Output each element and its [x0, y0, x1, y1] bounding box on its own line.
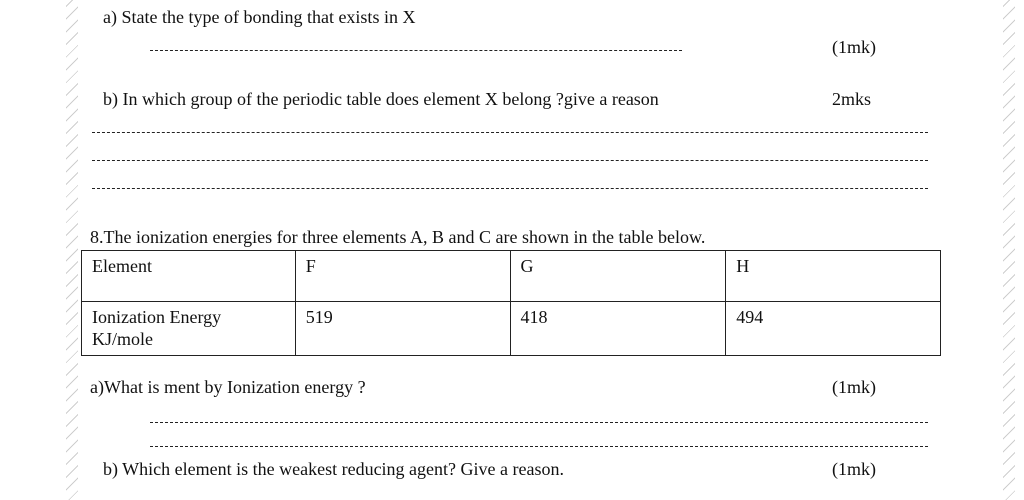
- table-cell: 494: [726, 302, 941, 356]
- page-border-right: [1003, 0, 1015, 500]
- table-header-cell: Element: [82, 251, 296, 302]
- question-8a-text: a)What is ment by Ionization energy ?: [90, 377, 366, 397]
- question-8a-marks: (1mk): [832, 377, 876, 397]
- table-row: [82, 302, 941, 356]
- page-border-left: [66, 0, 78, 500]
- answer-line[interactable]: [150, 422, 928, 423]
- table-header-row: [82, 251, 941, 302]
- answer-line[interactable]: [92, 160, 928, 161]
- question-b-marks: 2mks: [832, 89, 872, 109]
- question-a-text: a) State the type of bonding that exists in X: [103, 7, 416, 27]
- table-header-cell: G: [510, 251, 726, 302]
- answer-line[interactable]: [150, 446, 928, 447]
- row-label-line: Ionization Energy: [92, 307, 222, 327]
- question-8b-marks: (1mk): [832, 459, 876, 479]
- question-a-marks: (1mk): [832, 37, 876, 57]
- answer-line[interactable]: [92, 132, 928, 133]
- question-8-heading: 8.The ionization energies for three elements A, B and C are shown in the table below.: [90, 227, 706, 247]
- question-8b-text: b) Which element is the weakest reducing agent? Give a reason.: [103, 459, 564, 479]
- table-row-label: [82, 302, 296, 356]
- row-label-unit: KJ/mole: [92, 328, 153, 349]
- table-cell: 519: [295, 302, 510, 356]
- table-header-cell: H: [726, 251, 941, 302]
- question-b-text: b) In which group of the periodic table does element X belong ?give a reason: [103, 89, 659, 109]
- answer-line[interactable]: [92, 188, 928, 189]
- table-cell: 418: [510, 302, 726, 356]
- table-header-cell: F: [295, 251, 510, 302]
- answer-line[interactable]: [150, 50, 682, 51]
- ionization-energy-table: [81, 250, 941, 356]
